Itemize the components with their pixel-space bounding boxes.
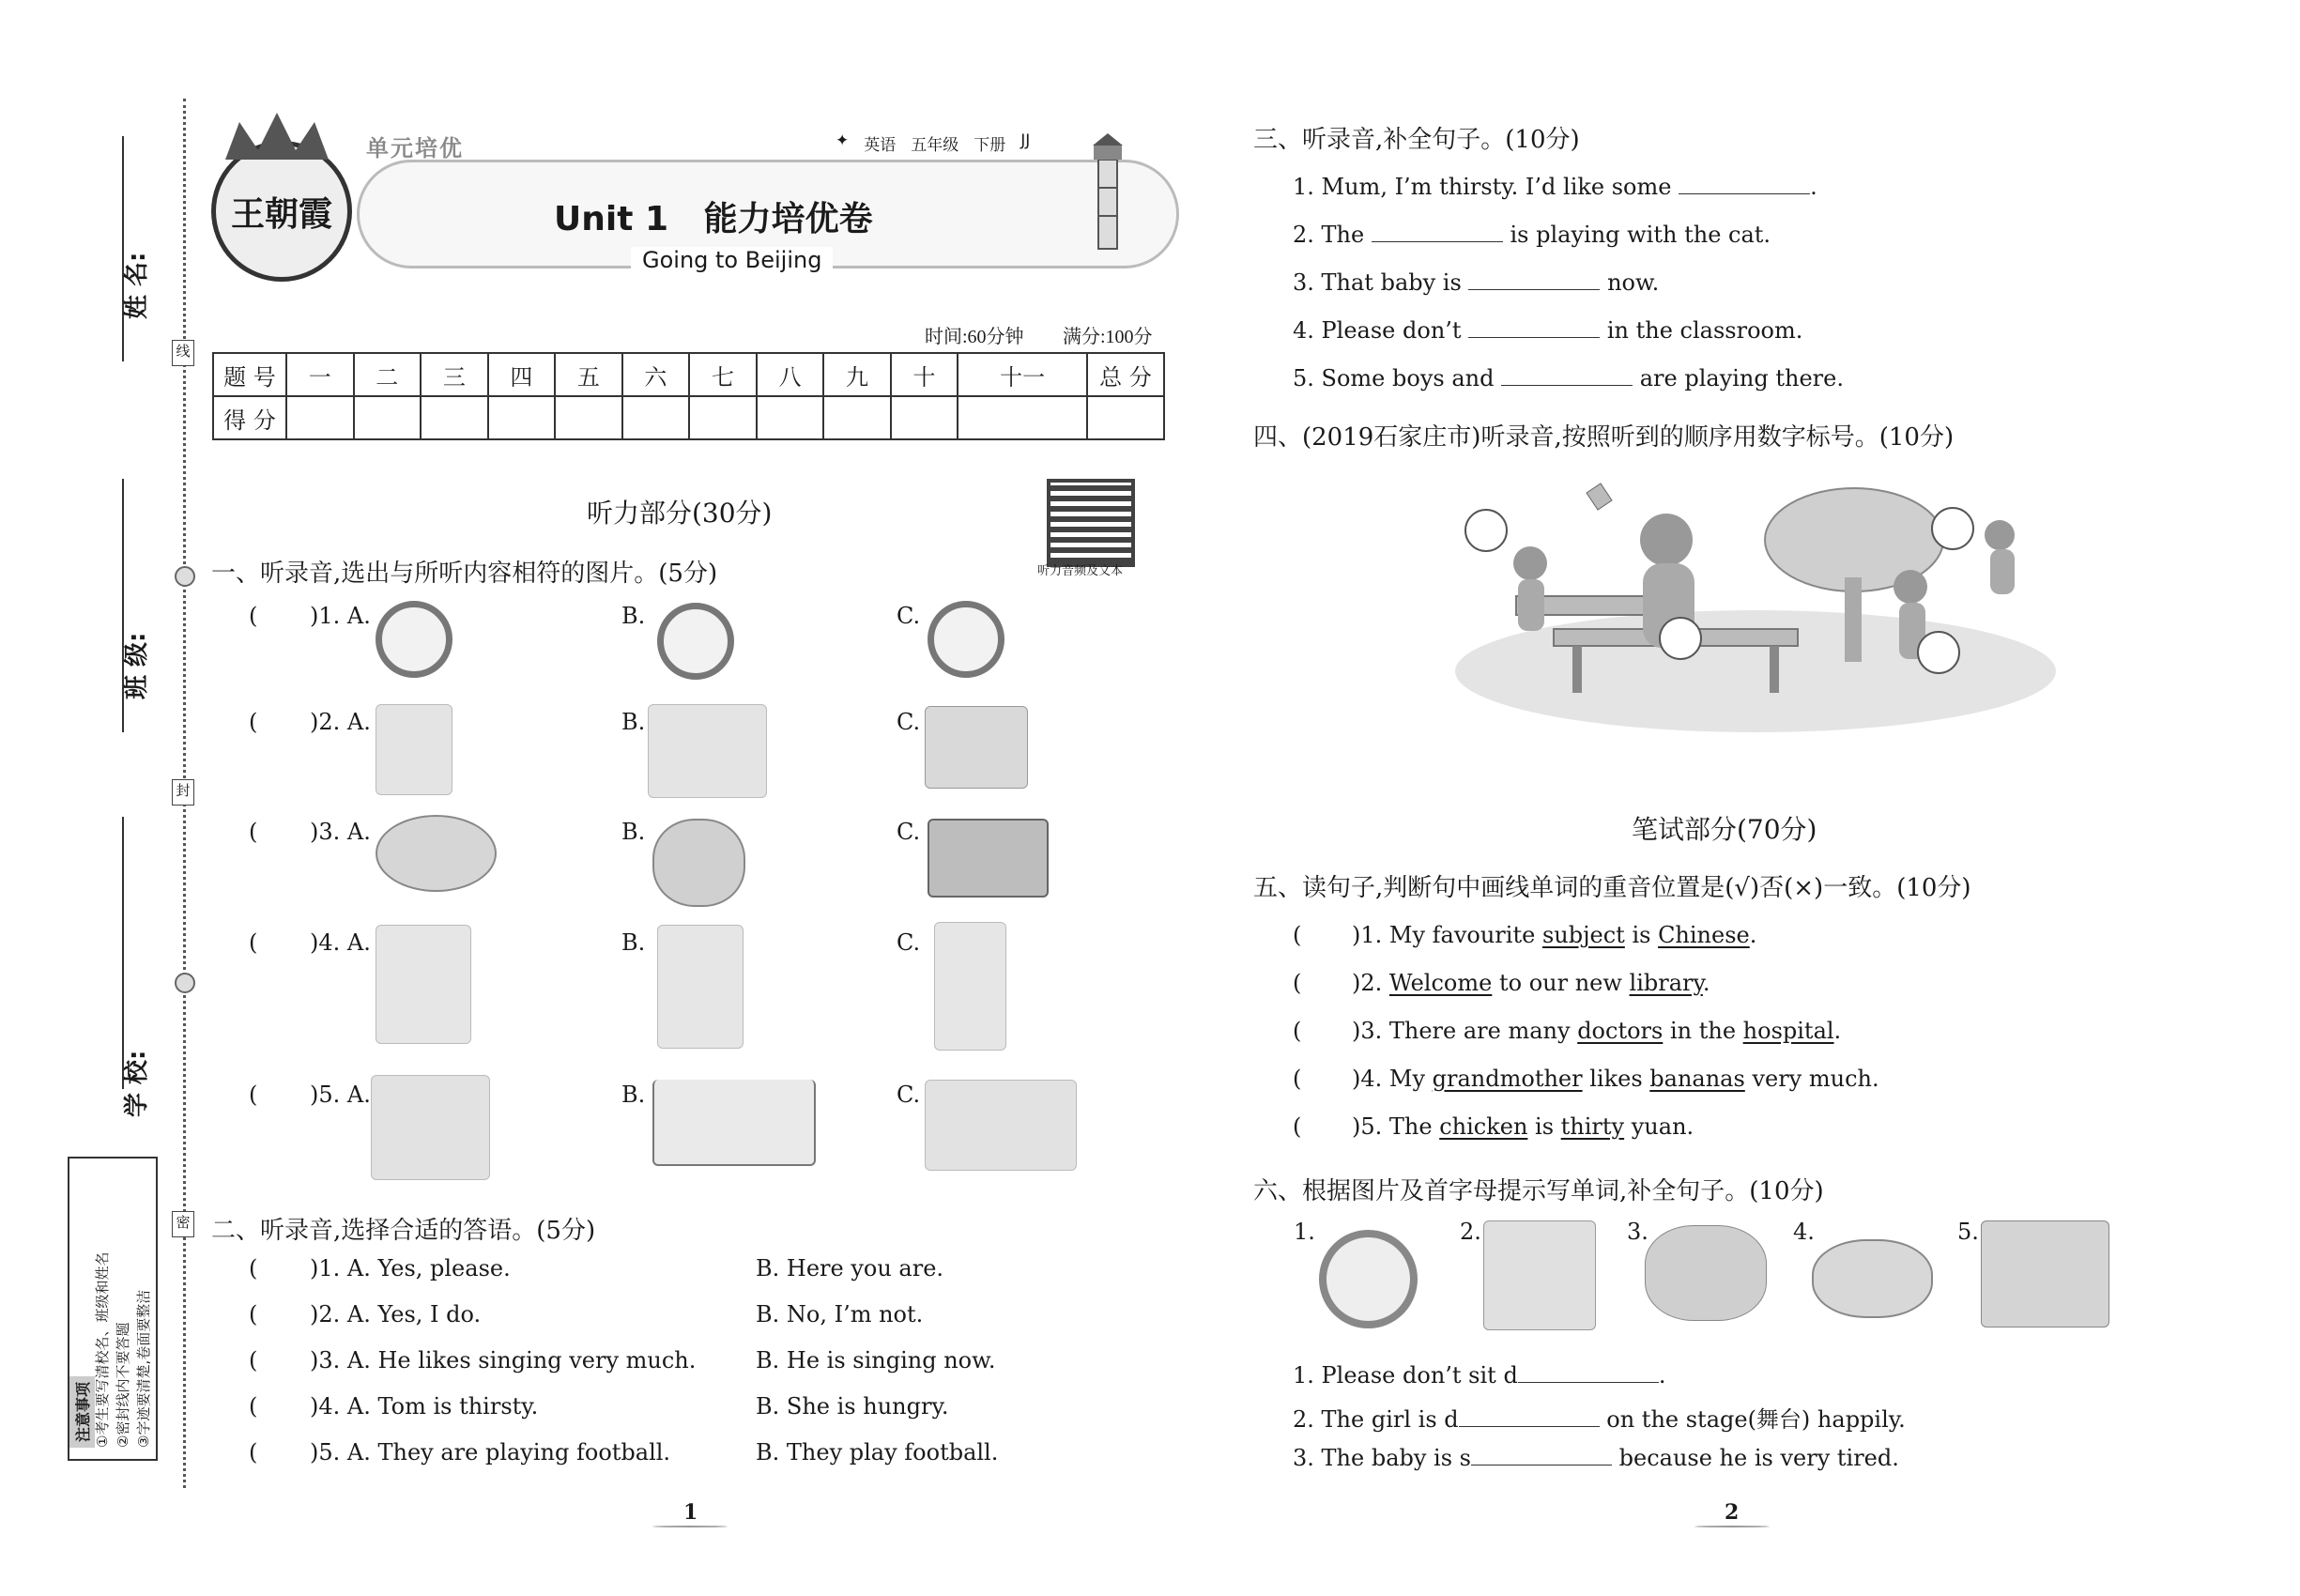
s5-sentence — [1352, 922, 1756, 948]
score-cell[interactable] — [757, 396, 824, 439]
sidebar — [0, 0, 191, 1596]
seal-mark-secret: 密 — [172, 1211, 194, 1237]
answer-blank[interactable] — [1459, 1404, 1600, 1427]
underlined-word: subject — [1541, 922, 1625, 948]
s3-pre: 2. The — [1293, 222, 1365, 248]
girl-sleeping-picture[interactable] — [925, 706, 1028, 789]
section-6-title: 六、根据图片及首字母提示写单词,补全句子。(10分) — [1253, 1177, 1824, 1205]
answer-blank[interactable] — [1468, 315, 1600, 338]
s6-sentence — [1293, 1359, 1665, 1389]
note-1: ①考生要写清校名、班级和姓名 — [94, 1251, 111, 1448]
s2-option-b: B. He is singing now. — [756, 1347, 996, 1373]
answer-blank[interactable] — [1468, 267, 1600, 290]
score-cell[interactable] — [555, 396, 622, 439]
fruit-picture[interactable] — [652, 819, 745, 907]
score-cell[interactable] — [421, 396, 488, 439]
header-meta — [836, 131, 1030, 155]
s3-post: are playing there. — [1639, 365, 1844, 391]
full-score: 满分:100分 — [1063, 327, 1153, 347]
score-cell[interactable] — [689, 396, 757, 439]
kids-at-desks-picture[interactable] — [371, 1075, 490, 1180]
section-2-title: 二、听录音,选择合适的答语。(5分) — [211, 1217, 596, 1245]
s3-post: now. — [1607, 269, 1660, 296]
answer-paren[interactable]: ( — [249, 1082, 258, 1108]
s6-pic-label: 4. — [1793, 1219, 1815, 1245]
underlined-word: doctors — [1577, 1018, 1664, 1044]
underlined-word: bananas — [1649, 1066, 1745, 1092]
s5-text: . — [1833, 1018, 1842, 1044]
s1-item-num: )2. A. — [310, 709, 371, 735]
underlined-word: grandmother — [1432, 1066, 1583, 1092]
s2-option-a: )5. A. They are playing football. — [310, 1439, 671, 1466]
s3-sentence — [1293, 267, 1659, 296]
score-col: 三 — [421, 353, 488, 396]
answer-paren[interactable]: ( — [1293, 1018, 1302, 1044]
s5-text: . — [1749, 922, 1757, 948]
answer-blank[interactable] — [1372, 219, 1503, 242]
seal-mark-seal: 封 — [172, 779, 194, 806]
s1-item-num: )4. A. — [310, 929, 371, 956]
page-ornament-left — [652, 1526, 728, 1527]
s3-pre: 5. Some boys and — [1293, 365, 1495, 391]
s3-post: in the classroom. — [1606, 317, 1803, 344]
meta-volume: 下册 — [974, 136, 1006, 155]
underlined-word: Chinese — [1658, 922, 1750, 948]
boys-running-picture[interactable] — [925, 1080, 1077, 1171]
unit-tag: 单元培优 — [366, 135, 464, 161]
answer-blank[interactable] — [1518, 1359, 1659, 1383]
underlined-word: library — [1629, 970, 1703, 996]
score-col-total: 总 分 — [1087, 353, 1164, 396]
s3-post: is playing with the cat. — [1510, 222, 1771, 248]
answer-circle-2 — [1660, 618, 1701, 659]
name-label: 姓 名: — [123, 252, 151, 319]
s2-option-b: B. They play football. — [756, 1439, 999, 1466]
s3-sentence — [1293, 315, 1802, 344]
binding-hole-1 — [175, 566, 195, 587]
score-col: 十一 — [958, 353, 1087, 396]
teapot-picture[interactable] — [1812, 1239, 1933, 1318]
crown-icon — [207, 108, 347, 164]
s5-text: to our new — [1492, 970, 1630, 996]
no-sitting-sign-picture[interactable] — [1319, 1230, 1418, 1328]
underlined-word: chicken — [1439, 1113, 1528, 1140]
s5-text: )3. There are many — [1352, 1018, 1578, 1044]
option-c-label: C. — [897, 929, 921, 956]
family-sofa-picture[interactable] — [1981, 1220, 2109, 1327]
score-cell[interactable] — [354, 396, 422, 439]
park-scene-picture[interactable] — [1450, 474, 2061, 732]
s5-text: likes — [1582, 1066, 1650, 1092]
score-col: 十 — [891, 353, 958, 396]
page-number-right: 2 — [1725, 1500, 1740, 1525]
no-stepping-sign-picture[interactable] — [376, 601, 452, 678]
page-title: Unit 1 能力培优卷 — [554, 200, 873, 238]
sparkle-icon: ✦ — [836, 131, 850, 150]
score-col: 四 — [488, 353, 556, 396]
baby-sleeping-picture[interactable] — [1645, 1225, 1767, 1321]
girl-reading-picture[interactable] — [648, 704, 767, 798]
answer-paren[interactable]: ( — [249, 1439, 258, 1466]
no-bicycle-sign-picture[interactable] — [657, 603, 734, 680]
answer-paren[interactable]: ( — [1293, 1113, 1302, 1140]
score-cell[interactable] — [958, 396, 1087, 439]
answer-paren[interactable]: ( — [249, 1255, 258, 1281]
note-3: ③字迹要清楚,卷面要整洁 — [135, 1289, 152, 1448]
class-label: 班 级: — [123, 632, 151, 699]
bread-picture[interactable] — [376, 815, 497, 892]
listening-heading: 听力部分(30分) — [587, 498, 773, 529]
score-table-score-row — [213, 396, 1164, 439]
s6-pic-label: 3. — [1627, 1219, 1648, 1245]
time-limit: 时间:60分钟 — [925, 327, 1024, 347]
score-col: 九 — [823, 353, 891, 396]
s5-text: in the — [1663, 1018, 1743, 1044]
s5-text: . — [1702, 970, 1710, 996]
s6-pic-label: 5. — [1957, 1219, 1979, 1245]
answer-blank[interactable] — [1679, 171, 1810, 194]
meta-edition: JJ — [1020, 131, 1031, 150]
score-table-row-label: 得 分 — [213, 396, 286, 439]
option-c-label: C. — [897, 819, 921, 845]
s3-pre: 4. Please don’t — [1293, 317, 1462, 344]
s5-text: )4. My — [1352, 1066, 1433, 1092]
qr-code[interactable] — [1047, 479, 1135, 567]
girl-drawing-picture[interactable] — [376, 704, 452, 795]
name-field[interactable] — [122, 136, 125, 361]
score-cell[interactable] — [622, 396, 690, 439]
s5-sentence — [1352, 1113, 1694, 1140]
answer-circle-1 — [1465, 510, 1507, 551]
s5-text: )5. The — [1352, 1113, 1440, 1140]
candy-picture[interactable] — [928, 819, 1049, 898]
option-c-label: C. — [897, 1082, 921, 1108]
no-littering-sign-picture[interactable] — [928, 601, 1004, 678]
page-number-left: 1 — [683, 1500, 698, 1525]
answer-blank[interactable] — [1501, 362, 1633, 386]
underlined-word: thirty — [1560, 1113, 1625, 1140]
answer-paren[interactable]: ( — [249, 709, 258, 735]
answer-paren[interactable]: ( — [1293, 1066, 1302, 1092]
s5-text: is — [1624, 922, 1659, 948]
s2-option-a: )4. A. Tom is thirsty. — [310, 1393, 539, 1420]
answer-paren[interactable]: ( — [249, 819, 258, 845]
s6-pic-label: 1. — [1294, 1219, 1315, 1245]
s2-option-a: )2. A. Yes, I do. — [310, 1301, 482, 1327]
s3-pre: 1. Mum, I’m thirsty. I’d like some — [1293, 174, 1672, 200]
swimming-pool-picture[interactable] — [652, 1080, 816, 1166]
underlined-word: hospital — [1742, 1018, 1834, 1044]
score-table-header-row — [213, 353, 1164, 396]
answer-paren[interactable]: ( — [249, 1393, 258, 1420]
s6-sentence — [1293, 1401, 1906, 1434]
qr-caption: 听力音频及文本 — [1037, 564, 1124, 578]
s3-sentence — [1293, 362, 1844, 391]
score-col: 二 — [354, 353, 422, 396]
s2-option-a: )3. A. He likes singing very much. — [310, 1347, 697, 1373]
s6-pic-label: 2. — [1460, 1219, 1481, 1245]
answer-paren[interactable]: ( — [249, 1301, 258, 1327]
section-5-title: 五、读句子,判断句中画线单词的重音位置是(√)否(×)一致。(10分) — [1253, 874, 1971, 902]
option-b-label: B. — [621, 819, 646, 845]
option-c-label: C. — [897, 603, 921, 629]
notes-title: 注意事项 — [69, 1376, 95, 1448]
brand-logo-text: 王朝霞 — [230, 193, 332, 234]
score-col: 六 — [622, 353, 690, 396]
s5-text: is — [1527, 1113, 1561, 1140]
s2-option-b: B. Here you are. — [756, 1255, 944, 1281]
section-4-title: 四、(2019石家庄市)听录音,按照听到的顺序用数字标号。(10分) — [1253, 423, 1955, 452]
meta-subject: 英语 — [864, 136, 897, 155]
s2-option-b: B. She is hungry. — [756, 1393, 949, 1420]
s2-option-b: B. No, I’m not. — [756, 1301, 924, 1327]
s3-sentence — [1293, 219, 1771, 248]
score-cell[interactable] — [823, 396, 891, 439]
page-ornament-right — [1694, 1526, 1770, 1527]
school-label: 学 校: — [123, 1050, 151, 1117]
s6-post: . — [1658, 1362, 1666, 1389]
section-3-title: 三、听录音,补全句子。(10分) — [1253, 126, 1580, 154]
boy-basketball-picture[interactable] — [376, 925, 471, 1044]
page-subtitle: Going to Beijing — [631, 247, 833, 273]
score-col: 八 — [757, 353, 824, 396]
s6-pre: 1. Please don’t sit d — [1293, 1362, 1518, 1389]
option-c-label: C. — [897, 709, 921, 735]
girl-dancing-picture[interactable] — [934, 922, 1006, 1051]
score-cell[interactable] — [488, 396, 556, 439]
answer-paren[interactable]: ( — [249, 1347, 258, 1373]
s6-pre: 2. The girl is d — [1293, 1406, 1459, 1433]
brand-logo — [211, 141, 352, 282]
seal-mark-line: 线 — [172, 340, 194, 366]
s1-item-num: )3. A. — [310, 819, 371, 845]
note-2: ②密封线内不要答题 — [115, 1322, 131, 1448]
score-table-row-label: 题 号 — [213, 353, 286, 396]
s5-text: )2. — [1352, 970, 1389, 996]
s5-sentence — [1352, 970, 1710, 996]
s3-post: . — [1810, 174, 1817, 200]
score-col: 一 — [286, 353, 354, 396]
s2-option-a: )1. A. Yes, please. — [310, 1255, 511, 1281]
option-b-label: B. — [621, 603, 646, 629]
answer-paren[interactable]: ( — [249, 929, 258, 956]
score-col: 七 — [689, 353, 757, 396]
meta-grade: 五年级 — [911, 136, 959, 155]
answer-circle-4 — [1932, 508, 1973, 549]
binding-hole-2 — [175, 973, 195, 993]
answer-paren[interactable]: ( — [249, 603, 258, 629]
score-cell[interactable] — [1087, 396, 1164, 439]
option-b-label: B. — [621, 929, 646, 956]
score-cell[interactable] — [286, 396, 354, 439]
s5-sentence — [1352, 1018, 1841, 1044]
s5-text: yuan. — [1624, 1113, 1694, 1140]
section-1-title: 一、听录音,选出与所听内容相符的图片。(5分) — [211, 560, 718, 588]
answer-paren[interactable]: ( — [1293, 922, 1302, 948]
underlined-word: Welcome — [1388, 970, 1493, 996]
s1-item-num: )5. A. — [310, 1082, 371, 1108]
lighthouse-icon — [1080, 131, 1136, 253]
score-table — [212, 352, 1165, 440]
writing-heading: 笔试部分(70分) — [1632, 814, 1817, 845]
option-b-label: B. — [621, 709, 646, 735]
answer-circle-3 — [1918, 632, 1959, 673]
s3-sentence — [1293, 171, 1817, 200]
score-col: 五 — [555, 353, 622, 396]
answer-blank[interactable] — [1471, 1442, 1612, 1466]
s1-item-num: )1. A. — [310, 603, 371, 629]
s6-pre: 3. The baby is s — [1293, 1445, 1471, 1471]
s3-pre: 3. That baby is — [1293, 269, 1462, 296]
boy-singing-picture[interactable] — [657, 925, 744, 1049]
score-cell[interactable] — [891, 396, 958, 439]
s5-text: very much. — [1744, 1066, 1879, 1092]
answer-paren[interactable]: ( — [1293, 970, 1302, 996]
s5-text: )1. My favourite — [1352, 922, 1542, 948]
girl-dancing-stage-picture[interactable] — [1483, 1220, 1596, 1330]
s5-sentence — [1352, 1066, 1879, 1092]
s6-post: because he is very tired. — [1618, 1445, 1899, 1471]
s6-post: on the stage(舞台) happily. — [1606, 1406, 1906, 1433]
s6-sentence — [1293, 1442, 1899, 1471]
option-b-label: B. — [621, 1082, 646, 1108]
school-field[interactable] — [122, 817, 125, 1089]
